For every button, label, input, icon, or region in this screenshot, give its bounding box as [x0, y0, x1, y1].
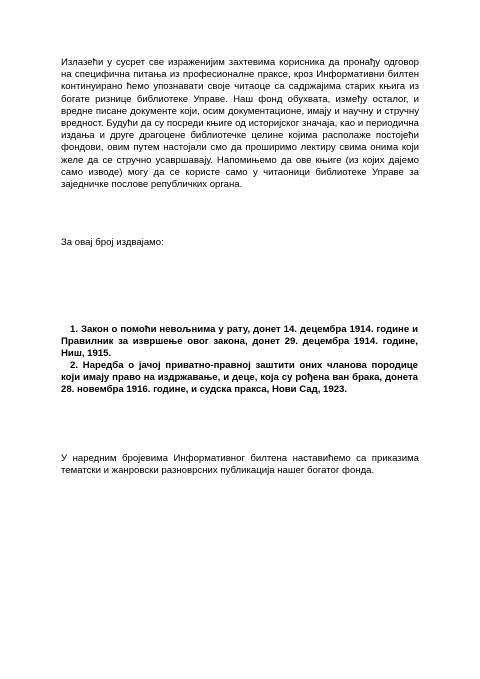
- closing-paragraph: У наредним бројевима Информативног билтена наставићемо са приказима тематски и жанровски разноврсних публикација нашег богатог фонда.: [61, 453, 419, 477]
- featured-items-list: [61, 324, 418, 396]
- featured-item: 2. Наредба о јачој приватно-правној заштити оних чланова породице који имају право на издржавање, и деце, која су рођена ван брака, донета 28. новембра 1916. године, и судска пракса, Нови Сад, 1923.: [61, 360, 418, 395]
- lead-line: За овај број издвајамо:: [61, 237, 164, 248]
- intro-paragraph: Излазећи у сусрет све израженијим захтевима корисника да пронађу одговор на специфична питања из професионалне праксе, кроз Информативни билтен континуирано ћемо упознавати своје читаоце са садржајима старих књига из богате ризнице библиотеке Управе. Наш фонд обухвата, између осталог, и вредне писане документе који, осим документационе, имају и научну и стручну вредност. Будући да су посреди књиге од историјског значаја, као и периодична издања и друге драгоцене библиотечке целине којима располаже постојећи фондови, овим путем настојали смо да проширимо лектиру свима онима који желе да се стручно усавршавају. Напомињемо да ове књиге (из којих дајемо само изводе) могу да се користе само у читаоници библиотеке Управе за заједничке послове републичких органа.: [61, 57, 419, 191]
- featured-item: 1. Закон о помоћи невољнима у рату, донет 14. децембра 1914. године и Правилник за извршење овог закона, донет 29. децембра 1914. године, Ниш, 1915.: [61, 324, 418, 359]
